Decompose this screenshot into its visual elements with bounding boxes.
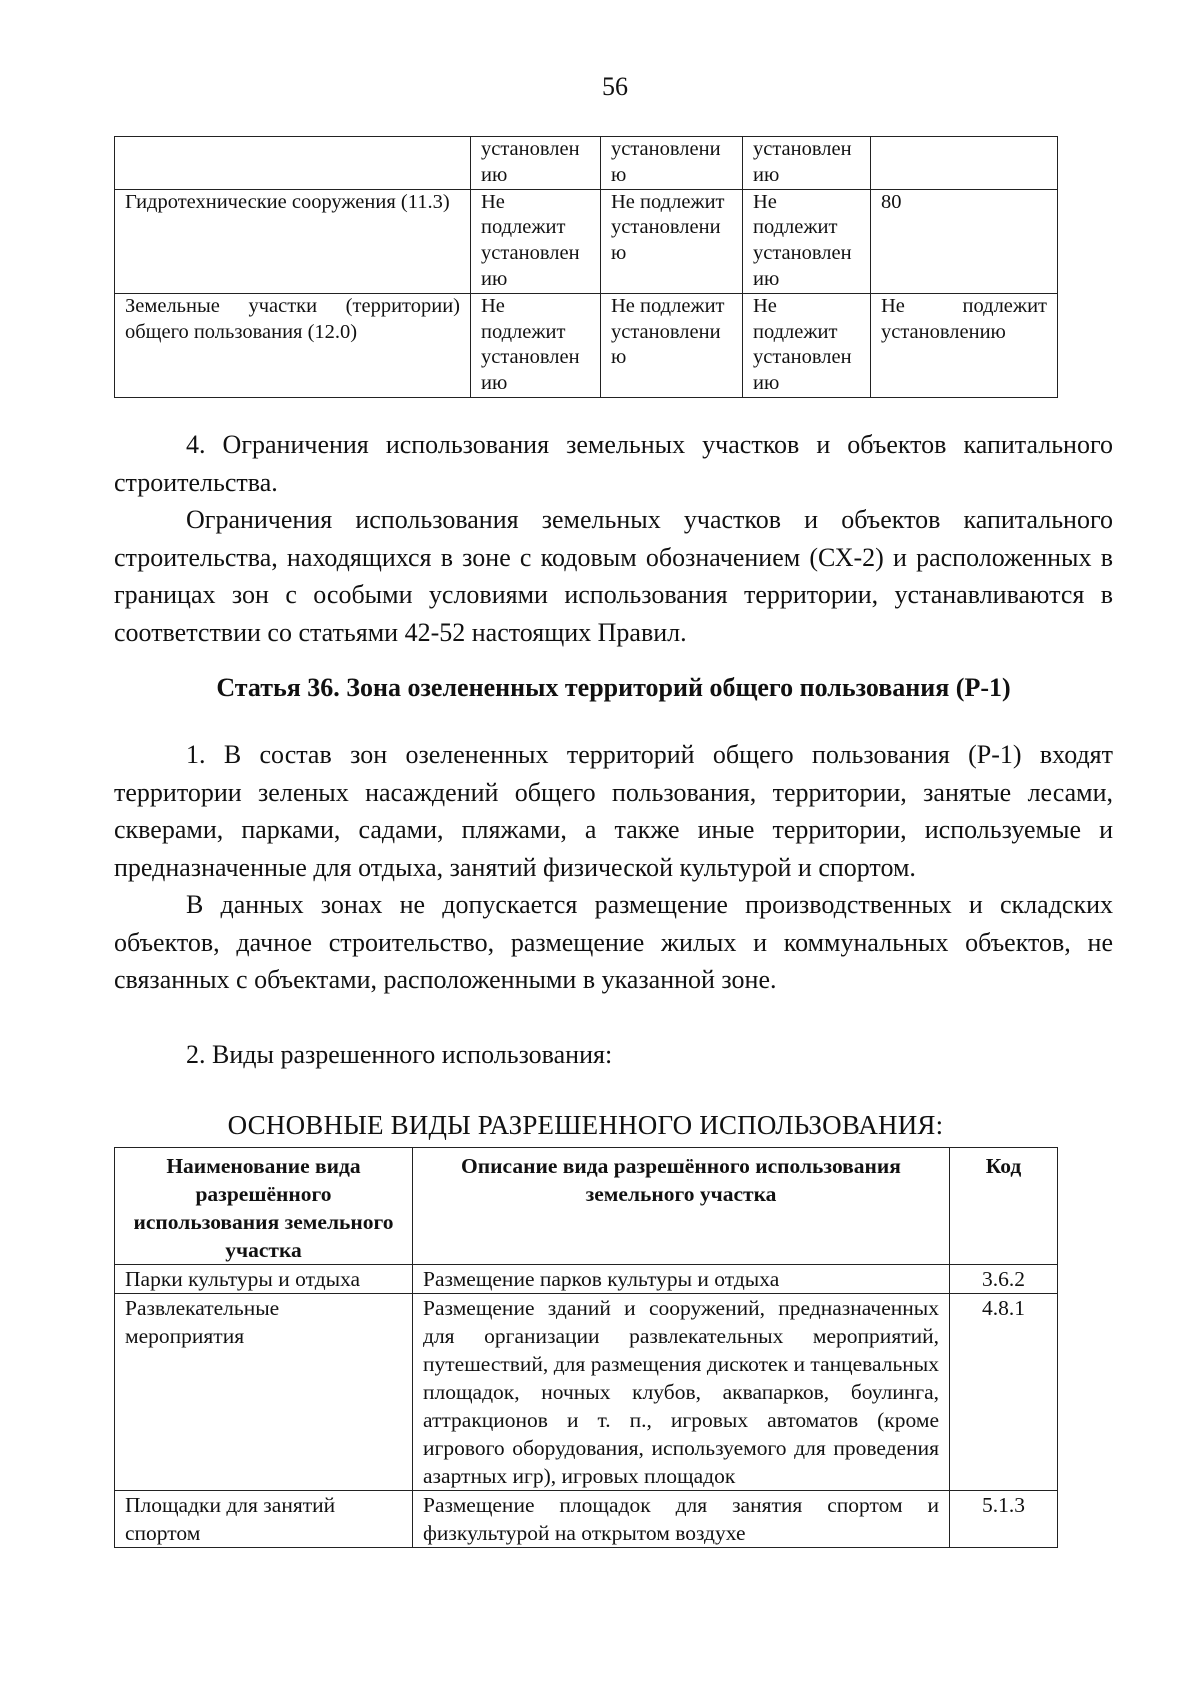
table-cell: Не подлежит установлен ию — [743, 293, 871, 397]
table-row — [115, 1294, 1058, 1491]
table-cell: Не подлежит установлению — [871, 293, 1058, 397]
table-row — [115, 1265, 1058, 1294]
table-cell: Не подлежит установлен ию — [743, 189, 871, 293]
page-number: 56 — [602, 72, 628, 101]
permitted-use-table — [114, 1147, 1058, 1548]
table-cell: Не подлежит установлен ию — [471, 189, 601, 293]
table-cell: Не подлежит установлен ию — [471, 293, 601, 397]
table-cell: Не подлежит установлени ю — [601, 189, 743, 293]
table-row — [115, 1491, 1058, 1548]
table-cell: Не подлежит установлени ю — [601, 293, 743, 397]
table-cell: 5.1.3 — [950, 1491, 1058, 1548]
table-caption: ОСНОВНЫЕ ВИДЫ РАЗРЕШЕННОГО ИСПОЛЬЗОВАНИЯ: — [227, 1110, 944, 1140]
table-cell: Площадки для занятий спортом — [115, 1491, 413, 1548]
article-paragraph-2: В данных зонах не допускается размещение производственных и складских объектов, дачное строительство, размещение жилых и коммунальных объектов, не связанных с объектами, расположенными в указанной зоне. — [114, 890, 1113, 994]
table-cell: Парки культуры и отдыха — [115, 1265, 413, 1294]
table-cell: Развлекательные мероприятия — [115, 1294, 413, 1491]
table-cell: Размещение парков культуры и отдыха — [413, 1265, 950, 1294]
table-cell: 80 — [871, 189, 1058, 293]
table-row — [115, 293, 1058, 397]
table-cell: установлен ию — [743, 137, 871, 190]
column-header-code: Код — [950, 1148, 1058, 1265]
section-4-body: Ограничения использования земельных участков и объектов капитального строительства, находящихся в зоне с кодовым обозначением (СХ-2) и расположенных в границах зон с особыми условиями использования территории, устанавливаются в соответствии со статьями 42-52 настоящих Правил. — [114, 505, 1113, 647]
table-cell — [115, 137, 471, 190]
table-cell: Размещение площадок для занятия спортом и физкультурой на открытом воздухе — [413, 1491, 950, 1548]
article-paragraph-1: 1. В состав зон озелененных территорий общего пользования (Р-1) входят территории зеленых насаждений общего пользования, территории, занятые лесами, скверами, парками, садами, пляжами, а также иные территории, используемые и предназначенные для отдыха, занятий физической культурой и спортом. — [114, 740, 1113, 882]
article-paragraph-3: 2. Виды разрешенного использования: — [186, 1040, 613, 1069]
column-header-name: Наименование вида разрешённого использования земельного участка — [115, 1148, 413, 1265]
table-row — [115, 189, 1058, 293]
table-cell: 4.8.1 — [950, 1294, 1058, 1491]
table-row — [115, 137, 1058, 190]
table-header-row — [115, 1148, 1058, 1265]
table-cell — [871, 137, 1058, 190]
table-cell: Размещение зданий и сооружений, предназначенных для организации развлекательных мероприятий, путешествий, для размещения дискотек и танцевальных площадок, ночных клубов, аквапарков, боулинга, аттракционов и т. п., игровых автоматов (кроме игрового оборудования, используемого для проведения азартных игр), игровых площадок — [413, 1294, 950, 1491]
table-cell: Гидротехнические сооружения (11.3) — [115, 189, 471, 293]
table-cell: установлени ю — [601, 137, 743, 190]
article-title: Статья 36. Зона озелененных территорий общего пользования (Р-1) — [216, 673, 1011, 702]
section-4-heading: 4. Ограничения использования земельных участков и объектов капитального строительства. — [114, 430, 1113, 497]
table-cell: 3.6.2 — [950, 1265, 1058, 1294]
zone-parameters-table — [114, 136, 1058, 398]
column-header-description: Описание вида разрешённого использования земельного участка — [413, 1148, 950, 1265]
table-cell: Земельные участки (территории) общего пользования (12.0) — [115, 293, 471, 397]
table-cell: установлен ию — [471, 137, 601, 190]
